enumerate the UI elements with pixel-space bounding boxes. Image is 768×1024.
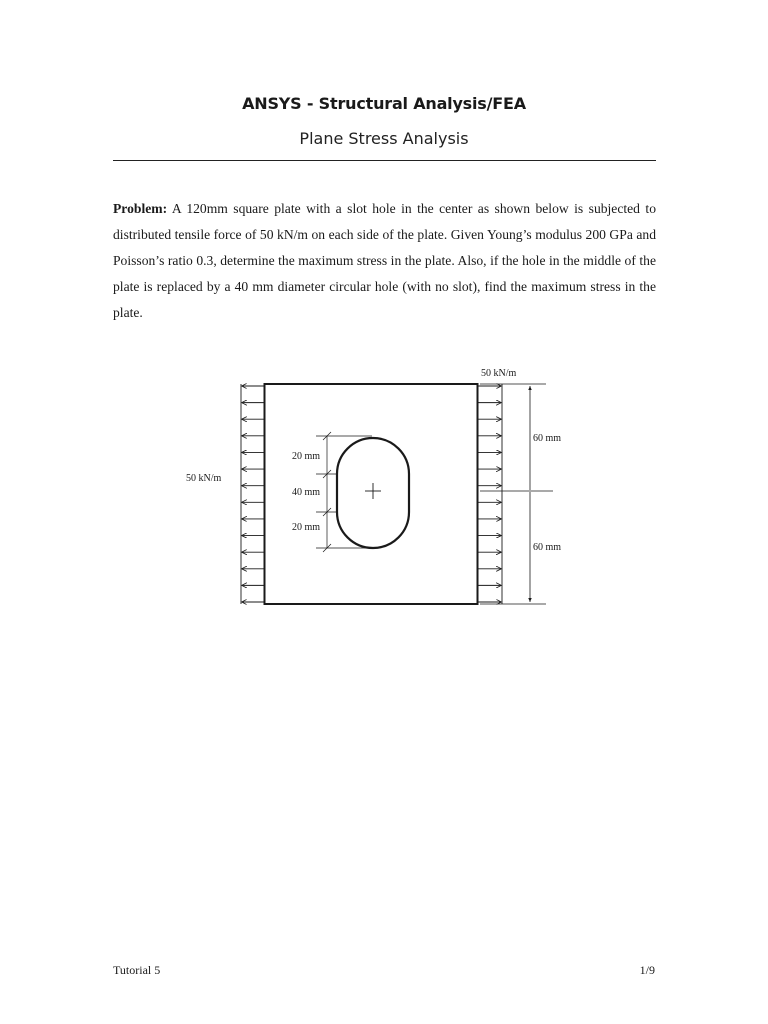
document-title: ANSYS - Structural Analysis/FEA	[242, 94, 526, 113]
height-dimension	[480, 384, 553, 604]
top-half-dimension-label: 60 mm	[533, 433, 562, 444]
page-number: 1/9	[639, 963, 655, 977]
problem-label: Problem:	[113, 201, 168, 216]
document-subtitle: Plane Stress Analysis	[299, 129, 469, 148]
right-load-label: 50 kN/m	[481, 368, 517, 379]
problem-text: A 120mm square plate with a slot hole in the center as shown below is subjected to distributed tensile force of 50 kN/m on each side of the plate. Given Young’s modulus 200 GPa and Poisson’s ratio 0.3, determine the maximum stress in the plate. Also, if the hole in the middle of the plate is replaced by a 40 mm diameter circular hole (with no slot), find the maximum stress in the plate.	[113, 201, 656, 320]
footer-tutorial: Tutorial 5	[113, 963, 161, 977]
slot-bottom-dimension-label: 20 mm	[292, 522, 321, 533]
slot-middle-dimension-label: 40 mm	[292, 487, 321, 498]
bottom-half-dimension-label: 60 mm	[533, 542, 562, 553]
left-load-label: 50 kN/m	[186, 473, 222, 484]
center-cross	[365, 483, 381, 499]
slot-top-dimension-label: 20 mm	[292, 451, 321, 462]
